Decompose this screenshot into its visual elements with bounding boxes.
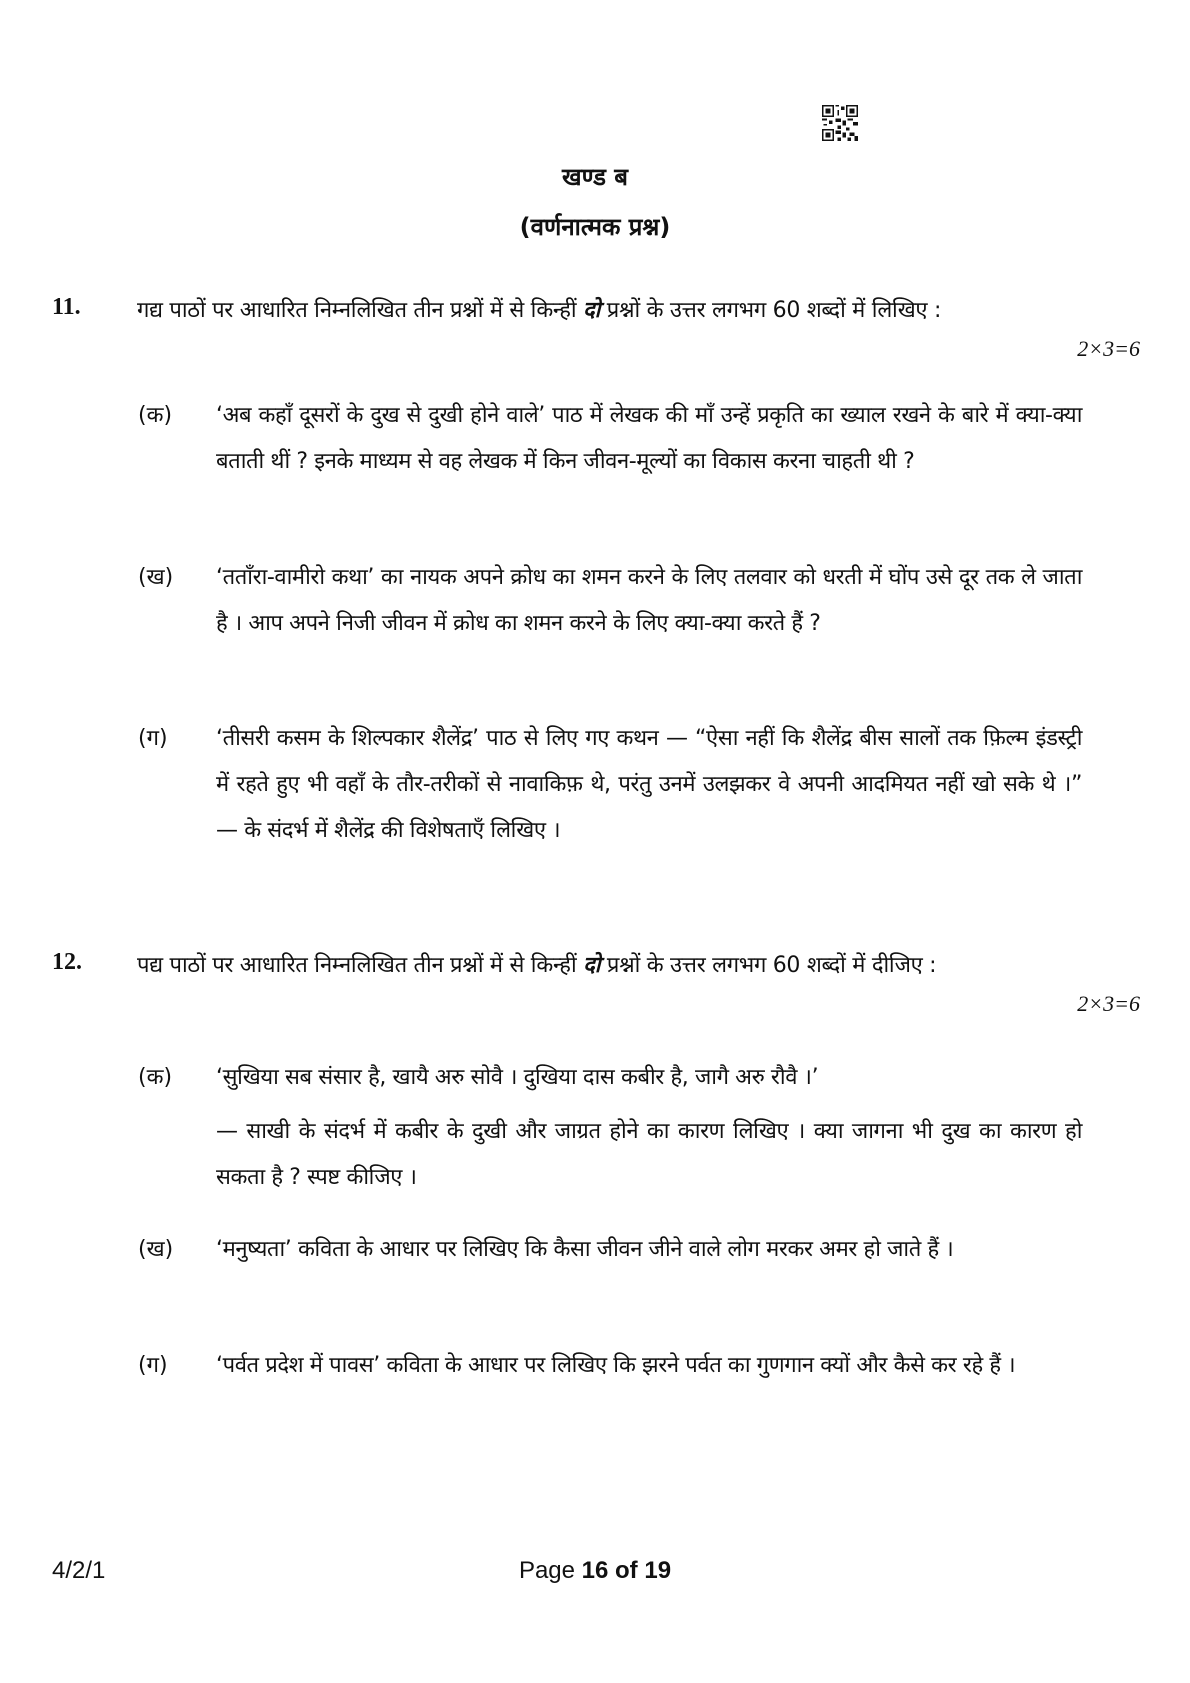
question-text-before: पद्य पाठों पर आधारित निम्नलिखित तीन प्रश्नों में से किन्हीं (137, 953, 584, 978)
sub-question-text (216, 716, 1082, 854)
question-marks: 2×3=6 (1077, 991, 1140, 1016)
question-number: 11. (52, 294, 81, 320)
question-number: 12. (52, 949, 82, 975)
sub-question-text (216, 393, 1082, 485)
sub-question-para: ‘सुखिया सब संसार है, खायै अरु सोवै । दुखिया दास कबीर है, जागै अरु रौवै ।’ (216, 1065, 819, 1090)
sub-question-label: (क) (138, 1065, 173, 1090)
sub-question-text (216, 1055, 1082, 1201)
sub-question-text (216, 1227, 1082, 1273)
question-text-after: प्रश्नों के उत्तर लगभग 60 शब्दों में दीजिए : (600, 953, 937, 978)
question-emphasis: दो (582, 298, 601, 323)
sub-question-label: (ग) (138, 1353, 168, 1378)
sub-question-para: ‘तीसरी कसम के शिल्पकार शैलेंद्र’ पाठ से लिए गए कथन — “ऐसा नहीं कि शैलेंद्र बीस सालों तक फ़िल्म इंडस्ट्री में रहते हुए भी वहाँ के तौर-तरीकों से नावाकिफ़ थे, परंतु उनमें उलझकर वे अपनी आदमियत नहीं खो सके थे ।” — के संदर्भ में शैलेंद्र की विशेषताएँ लिखिए । (216, 726, 1082, 843)
question-text (137, 288, 1082, 334)
sub-question-text (216, 555, 1082, 647)
section-subtitle: (वर्णनात्मक प्रश्न) (519, 213, 671, 241)
question-emphasis: दो (583, 953, 601, 978)
sub-question-para: ‘अब कहाँ दूसरों के दुख से दुखी होने वाले’ पाठ में लेखक की माँ उन्हें प्रकृति का ख्याल रखने के बारे में क्या-क्या बताती थीं ? इनके माध्यम से वह लेखक में किन जीवन-मूल्यों का विकास करना चाहती थी ? (216, 403, 1082, 474)
qr-code-icon (822, 105, 858, 141)
question-marks: 2×3=6 (1077, 336, 1140, 361)
page-current-of-total: 16 of 19 (581, 1557, 672, 1584)
sub-question-para: ‘मनुष्यता’ कविता के आधार पर लिखिए कि कैसा जीवन जीने वाले लोग मरकर अमर हो जाते हैं । (216, 1237, 954, 1262)
sub-question-label: (ख) (138, 565, 174, 590)
sub-question-label: (ख) (138, 1237, 174, 1262)
sub-question-para: ‘तताँरा-वामीरो कथा’ का नायक अपने क्रोध का शमन करने के लिए तलवार को धरती में घोंप उसे दूर तक ले जाता है । आप अपने निजी जीवन में क्रोध का शमन करने के लिए क्या-क्या करते हैं ? (216, 565, 1082, 636)
page-prefix: Page (518, 1557, 582, 1584)
question-text-after: प्रश्नों के उत्तर लगभग 60 शब्दों में लिखिए : (600, 298, 942, 323)
section-title: खण्ड ब (562, 163, 628, 191)
question-text-before: गद्य पाठों पर आधारित निम्नलिखित तीन प्रश्नों में से किन्हीं (137, 298, 583, 323)
sub-question-text (216, 1343, 1082, 1389)
sub-question-label: (क) (138, 403, 173, 428)
question-text (137, 943, 1082, 989)
sub-question-label: (ग) (138, 726, 168, 751)
sub-question-para: ‘पर्वत प्रदेश में पावस’ कविता के आधार पर लिखिए कि झरने पर्वत का गुणगान क्यों और कैसे कर रहे हैं । (216, 1353, 1016, 1378)
paper-code: 4/2/1 (52, 1557, 106, 1584)
page-number (0, 1557, 1190, 1585)
sub-question-para: — साखी के संदर्भ में कबीर के दुखी और जाग्रत होने का कारण लिखिए । क्या जागना भी दुख का कारण हो सकता है ? स्पष्ट कीजिए । (216, 1119, 1082, 1190)
